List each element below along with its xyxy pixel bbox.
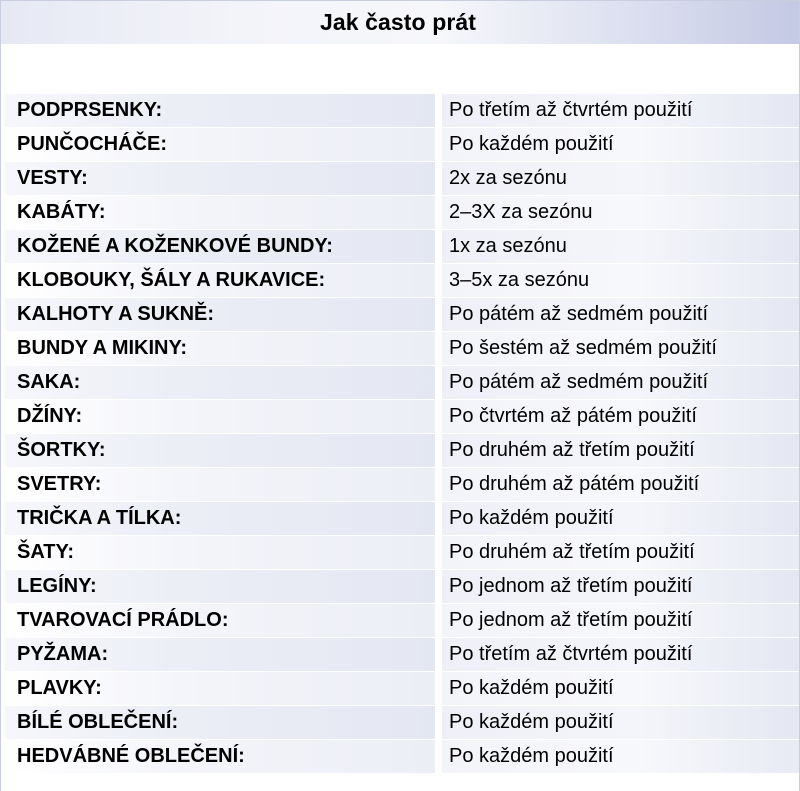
table-row [5, 94, 799, 128]
table-row [5, 230, 799, 264]
garment-label: PYŽAMA: [5, 638, 442, 672]
wash-frequency-value: Po jednom až třetím použití [442, 570, 799, 604]
wash-frequency-value: Po třetím až čtvrtém použití [442, 94, 799, 128]
garment-label: DŽÍNY: [5, 400, 442, 434]
wash-frequency-value: Po druhém až třetím použití [442, 434, 799, 468]
garment-label: SAKA: [5, 366, 442, 400]
wash-frequency-value: Po pátém až sedmém použití [442, 298, 799, 332]
garment-label: PUNČOCHÁČE: [5, 128, 442, 162]
wash-frequency-value: 2x za sezónu [442, 162, 799, 196]
table-row [5, 196, 799, 230]
wash-frequency-value: Po šestém až sedmém použití [442, 332, 799, 366]
wash-frequency-value: Po každém použití [442, 706, 799, 740]
table-row [5, 706, 799, 740]
wash-frequency-value: Po pátém až sedmém použití [442, 366, 799, 400]
table-row [5, 264, 799, 298]
garment-label: SVETRY: [5, 468, 442, 502]
table-row [5, 536, 799, 570]
wash-frequency-table [5, 94, 799, 774]
garment-label: BÍLÉ OBLEČENÍ: [5, 706, 442, 740]
title-bar [1, 1, 799, 44]
table-row [5, 298, 799, 332]
garment-label: TRIČKA A TÍLKA: [5, 502, 442, 536]
table-row [5, 400, 799, 434]
table-row [5, 740, 799, 774]
table-row [5, 638, 799, 672]
wash-frequency-value: Po každém použití [442, 502, 799, 536]
wash-frequency-value: Po druhém až pátém použití [442, 468, 799, 502]
wash-frequency-value: 1x za sezónu [442, 230, 799, 264]
garment-label: PODPRSENKY: [5, 94, 442, 128]
table-row [5, 128, 799, 162]
garment-label: HEDVÁBNÉ OBLEČENÍ: [5, 740, 442, 774]
garment-label: KABÁTY: [5, 196, 442, 230]
wash-frequency-value: Po každém použití [442, 128, 799, 162]
table-row [5, 332, 799, 366]
garment-label: TVAROVACÍ PRÁDLO: [5, 604, 442, 638]
garment-label: KOŽENÉ A KOŽENKOVÉ BUNDY: [5, 230, 442, 264]
table-row [5, 502, 799, 536]
wash-frequency-value: Po každém použití [442, 672, 799, 706]
garment-label: PLAVKY: [5, 672, 442, 706]
garment-label: KALHOTY A SUKNĚ: [5, 298, 442, 332]
wash-frequency-value: 2–3X za sezónu [442, 196, 799, 230]
table-row [5, 468, 799, 502]
table-body [5, 94, 799, 774]
table-row [5, 672, 799, 706]
wash-frequency-value: Po třetím až čtvrtém použití [442, 638, 799, 672]
wash-frequency-value: Po jednom až třetím použití [442, 604, 799, 638]
wash-frequency-value: Po čtvrtém až pátém použití [442, 400, 799, 434]
garment-label: VESTY: [5, 162, 442, 196]
garment-label: KLOBOUKY, ŠÁLY A RUKAVICE: [5, 264, 442, 298]
table-row [5, 570, 799, 604]
wash-frequency-value: Po každém použití [442, 740, 799, 774]
table-row [5, 434, 799, 468]
garment-label: ŠORTKY: [5, 434, 442, 468]
wash-frequency-value: Po druhém až třetím použití [442, 536, 799, 570]
garment-label: BUNDY A MIKINY: [5, 332, 442, 366]
wash-frequency-value: 3–5x za sezónu [442, 264, 799, 298]
garment-label: LEGÍNY: [5, 570, 442, 604]
table-row [5, 366, 799, 400]
garment-label: ŠATY: [5, 536, 442, 570]
page-title: Jak často prát [319, 9, 477, 35]
table-row [5, 604, 799, 638]
spacer [1, 44, 799, 94]
table-row [5, 162, 799, 196]
